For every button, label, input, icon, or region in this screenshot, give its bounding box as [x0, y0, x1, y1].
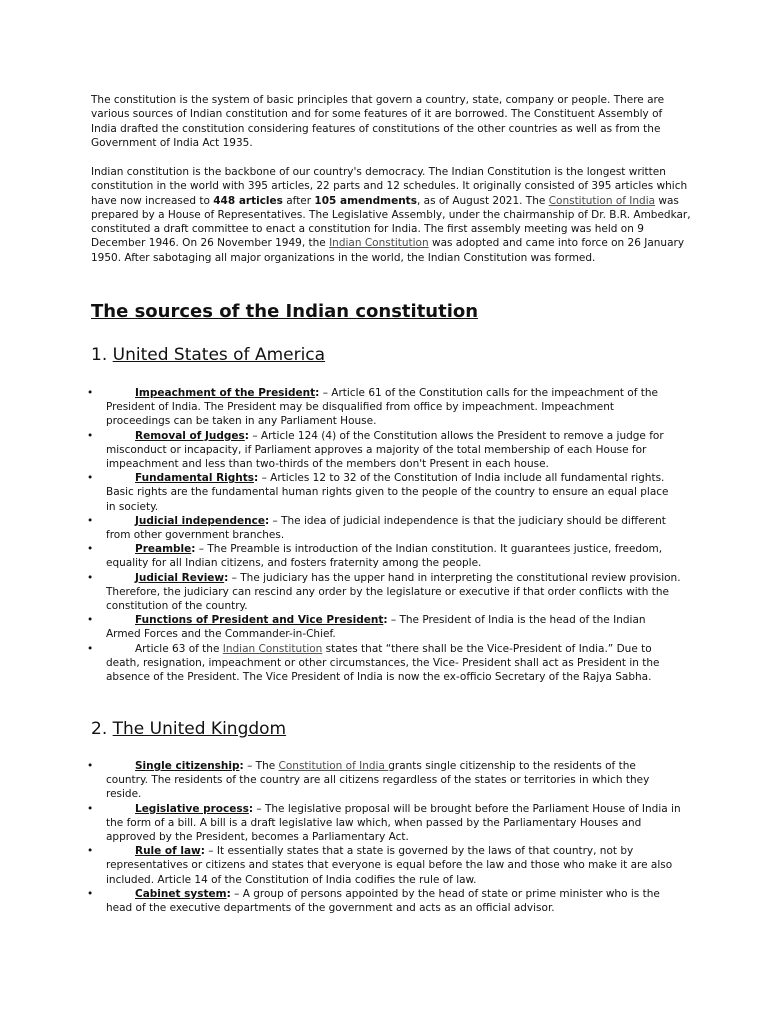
item-text: grants single citizenship to the residents of the country. The residents of the country are all citizens regardless of the states or territories in which they reside.: [106, 760, 650, 801]
item-colon: :: [226, 887, 231, 900]
list-item: [0, 571, 768, 614]
bullet: •: [87, 642, 94, 655]
item-text: states that “there shall be the Vice-President of India.” Due to death, resignation, impeachment or other circumstances, the Vice- President shall act as President in the absence of the President. The Vice President of India is now the ex-officio Secretary of the Rajya Sabha.: [106, 642, 660, 684]
section-title: The United Kingdom: [112, 719, 287, 739]
item-term: Preamble: [135, 543, 192, 556]
bullet: •: [87, 543, 94, 556]
p2-text-4: was prepared by a House of Representatives. The Legislative Assembly, under the chairmanship of Dr. B.R. Ambedkar, constituted a draft committee to enact a constitution for India. The first assembly meeting was held on 9 December 1946. On 26 November 1949, the: [91, 194, 691, 250]
item-text: – The idea of judicial independence is that the judiciary should be different from other government branches.: [106, 514, 666, 542]
constitution-of-india-link[interactable]: Constitution of India: [278, 760, 389, 772]
item-term: Functions of President and Vice President: [135, 614, 384, 627]
bullet: •: [87, 387, 94, 399]
item-term: Legislative process: [135, 802, 249, 815]
item-colon: :: [264, 514, 270, 527]
uk-source-list: [0, 759, 768, 915]
item-colon: :: [191, 543, 196, 556]
item-text: – The President of India is the head of the Indian Armed Forces and the Commander-in-Chief.: [106, 614, 646, 641]
p2-bold-articles: 448 articles: [213, 194, 283, 207]
bullet: •: [87, 802, 94, 815]
item-term: Judicial independence: [135, 514, 265, 527]
item-text: – The judiciary has the upper hand in interpreting the constitutional review provision. Therefore, the judiciary can rescind any order by the legislature or executive if that order conflicts with the constitution of the country.: [106, 571, 681, 613]
item-colon: :: [248, 802, 254, 815]
list-item: [0, 802, 768, 845]
main-heading: The sources of the Indian constitution: [91, 301, 479, 322]
list-item: [0, 429, 768, 472]
item-term: Cabinet system: [135, 887, 227, 900]
item-colon: :: [224, 571, 229, 584]
indian-constitution-link[interactable]: Indian Constitution: [329, 237, 429, 250]
bullet: •: [87, 514, 94, 527]
list-item: [0, 844, 768, 887]
item-term: Impeachment of the President: [135, 387, 316, 399]
usa-source-list: [0, 386, 768, 684]
bullet: •: [87, 760, 94, 772]
list-item: [0, 613, 768, 641]
item-colon: :: [239, 760, 244, 772]
list-item: [0, 514, 768, 542]
intro-paragraph-1: The constitution is the system of basic principles that govern a country, state, company or people. There are various sources of Indian constitution and for some features of it are borrowed. The Constituent Assembly of India drafted the constitution considering features of constitutions of the other countries as well as from the Government of India Act 1935.: [91, 94, 665, 149]
bullet: •: [87, 887, 94, 900]
bullet: •: [87, 845, 94, 858]
item-colon: :: [383, 614, 388, 627]
p2-bold-amendments: 105 amendments: [314, 194, 417, 207]
section-number: 2.: [91, 719, 108, 739]
indian-constitution-link[interactable]: Indian Constitution: [222, 642, 323, 655]
item-term: Removal of Judges: [135, 429, 245, 442]
section-heading-uk: [91, 718, 286, 740]
item-text: – Articles 12 to 32 of the Constitution of India include all fundamental rights. Basic rights are the fundamental human rights given to the people of the country to ensure an equal place in society.: [106, 472, 669, 513]
list-item: [0, 471, 768, 514]
item-text: – Article 61 of the Constitution calls for the impeachment of the President of India. The President may be disqualified from office by impeachment. Impeachment proceedings can be taken in any Parliament House.: [106, 387, 658, 428]
item-term: Fundamental Rights: [135, 472, 255, 485]
item-term: Rule of law: [135, 845, 201, 858]
item-text: – The: [243, 760, 279, 772]
item-colon: :: [315, 387, 320, 399]
item-term: Judicial Review: [135, 571, 225, 584]
section-title: United States of America: [112, 345, 326, 365]
item-colon: :: [244, 429, 249, 442]
p2-text-1: Indian constitution is the backbone of our country's democracy. The Indian Constitution is the longest written constitution in the world with 395 articles, 22 parts and 12 schedules. It originally consisted of 395 articles which have now increased to: [91, 166, 688, 207]
list-item: [0, 542, 768, 570]
item-colon: :: [254, 472, 259, 485]
item-text: – The Preamble is introduction of the Indian constitution. It guarantees justice, freedom, equality for all Indian citizens, and fosters fraternity among the people.: [106, 543, 663, 570]
intro-paragraph-2: [91, 165, 691, 265]
section-heading-usa: [91, 344, 325, 366]
bullet: •: [87, 614, 94, 627]
bullet: •: [87, 472, 94, 485]
bullet: •: [87, 571, 94, 584]
item-colon: :: [200, 845, 205, 858]
item-text: Article 63 of the: [135, 642, 223, 655]
list-item: [0, 386, 768, 429]
item-text: – A group of persons appointed by the head of state or prime minister who is the head of the executive departments of the government and acts as an official advisor.: [106, 887, 660, 915]
list-item: [0, 642, 768, 685]
item-term: Single citizenship: [135, 760, 240, 772]
item-text: – It essentially states that a state is governed by the laws of that country, not by representatives or citizens and states that everyone is equal before the law and those who make it are also included. Article 14 of the Constitution of India codifies the rule of law.: [106, 845, 673, 886]
bullet: •: [87, 429, 94, 442]
p2-text-3: , as of August 2021. The: [416, 194, 549, 207]
list-item: [0, 759, 768, 802]
constitution-of-india-link[interactable]: Constitution of India: [548, 194, 656, 207]
section-number: 1.: [91, 345, 108, 365]
list-item: [0, 887, 768, 915]
p2-text-5: was adopted and came into force on 26 January 1950. After sabotaging all major organizations in the world, the Indian Constitution was formed.: [91, 237, 685, 264]
p2-text-2: after: [282, 194, 315, 207]
item-text: – Article 124 (4) of the Constitution allows the President to remove a judge for misconduct or incapacity, if Parliament approves a majority of the total membership of each House for impeachment and less than two-thirds of the members don't Present in each house.: [106, 429, 664, 471]
item-text: – The legislative proposal will be brought before the Parliament House of India in the form of a bill. A bill is a draft legislative law which, when passed by the Parliamentary Houses and approved by the President, becomes a Parliamentary Act.: [106, 802, 681, 844]
